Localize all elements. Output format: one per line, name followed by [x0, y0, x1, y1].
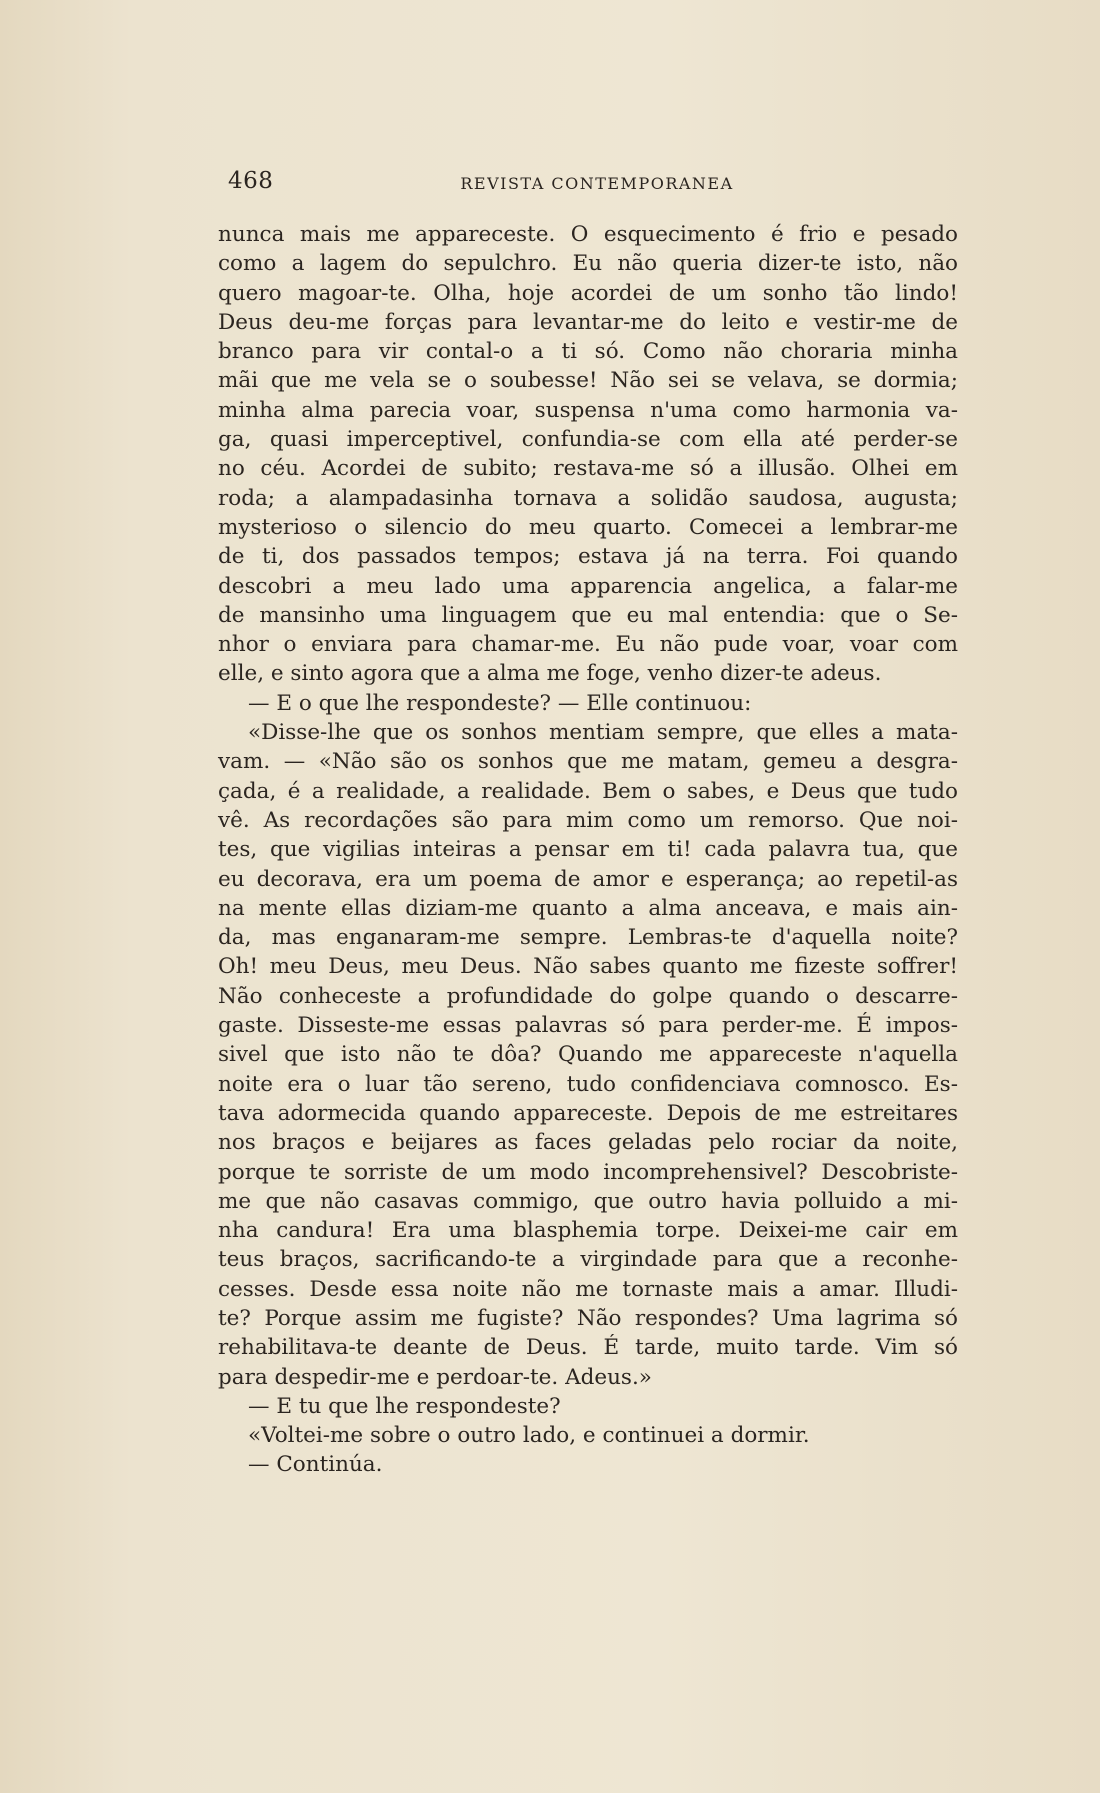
- running-title: REVISTA CONTEMPORANEA: [460, 174, 734, 193]
- text-line: eu decorava, era um poema de amor e esperança; ao repetil-as: [218, 866, 958, 892]
- text-line: Não conheceste a profundidade do golpe quando o descarre-: [218, 983, 958, 1009]
- text-line: «Voltei-me sobre o outro lado, e continuei a dormir.: [248, 1423, 810, 1449]
- text-line: branco para vir contal-o a ti só. Como não choraria minha: [218, 339, 958, 365]
- text-line: quero magoar-te. Olha, hoje acordei de um sonho tão lindo!: [218, 280, 958, 306]
- text-line: teus braços, sacrificando-te a virgindade para que a reconhe-: [218, 1247, 958, 1273]
- text-line: de ti, dos passados tempos; estava já na terra. Foi quando: [218, 544, 958, 570]
- text-line: nhor o enviara para chamar-me. Eu não pude voar, voar com: [218, 632, 958, 658]
- text-line: no céu. Acordei de subito; restava-me só a illusão. Olhei em: [218, 456, 958, 482]
- text-line: na mente ellas diziam-me quanto a alma anceava, e mais ain-: [218, 895, 958, 921]
- text-line: tava adormecida quando appareceste. Depois de me estreitares: [218, 1100, 958, 1126]
- text-line: nos braços e beijares as faces geladas pelo rociar da noite,: [218, 1130, 958, 1156]
- text-line: roda; a alampadasinha tornava a solidão saudosa, augusta;: [218, 485, 958, 511]
- text-line: vê. As recordações são para mim como um remorso. Que noi-: [218, 807, 958, 833]
- text-line: elle, e sinto agora que a alma me foge, venho dizer-te adeus.: [218, 661, 882, 687]
- text-line: Deus deu-me forças para levantar-me do leito e vestir-me de: [218, 309, 958, 335]
- text-line: da, mas enganaram-me sempre. Lembras-te d'aquella noite?: [218, 925, 958, 951]
- text-line: Oh! meu Deus, meu Deus. Não sabes quanto me fizeste soffrer!: [218, 954, 958, 980]
- text-line: como a lagem do sepulchro. Eu não queria dizer-te isto, não: [218, 251, 958, 277]
- text-line: rehabilitava-te deante de Deus. É tarde, muito tarde. Vim só: [218, 1335, 958, 1361]
- text-line: porque te sorriste de um modo incomprehensivel? Descobriste-: [218, 1159, 958, 1185]
- text-line: mãi que me vela se o soubesse! Não sei se velava, se dormia;: [218, 368, 958, 394]
- text-line: çada, é a realidade, a realidade. Bem o sabes, e Deus que tudo: [218, 778, 958, 804]
- text-line: minha alma parecia voar, suspensa n'uma como harmonia va-: [218, 397, 958, 423]
- page-number: 468: [228, 168, 274, 194]
- body-text: [218, 220, 958, 1480]
- text-line: nunca mais me appareceste. O esquecimento é frio e pesado: [218, 222, 958, 247]
- text-line: noite era o luar tão sereno, tudo confidenciava comnosco. Es-: [218, 1071, 958, 1097]
- text-line: — Continúa.: [248, 1452, 383, 1478]
- text-line: vam. — «Não são os sonhos que me matam, gemeu a desgra-: [218, 749, 958, 775]
- text-line: ga, quasi imperceptivel, confundia-se com ella até perder-se: [218, 427, 958, 453]
- text-line: me que não casavas commigo, que outro havia polluido a mi-: [218, 1188, 958, 1214]
- text-line: gaste. Disseste-me essas palavras só para perder-me. É impos-: [218, 1013, 958, 1039]
- text-line: nha candura! Era uma blasphemia torpe. Deixei-me cair em: [218, 1218, 958, 1244]
- text-line: tes, que vigilias inteiras a pensar em ti! cada palavra tua, que: [218, 837, 958, 863]
- text-line: de mansinho uma linguagem que eu mal entendia: que o Se-: [218, 602, 958, 628]
- text-line: para despedir-me e perdoar-te. Adeus.»: [218, 1364, 652, 1390]
- text-line: cesses. Desde essa noite não me tornaste mais a amar. Illudi-: [218, 1276, 958, 1302]
- page-header: [228, 168, 966, 202]
- text-line: — E o que lhe respondeste? — Elle continuou:: [248, 690, 752, 716]
- text-line: «Disse-lhe que os sonhos mentiam sempre, que elles a mata-: [248, 720, 958, 746]
- text-line: — E tu que lhe respondeste?: [248, 1393, 561, 1419]
- text-line: te? Porque assim me fugiste? Não respondes? Uma lagrima só: [218, 1305, 958, 1331]
- text-line: mysterioso o silencio do meu quarto. Comecei a lembrar-me: [218, 514, 958, 540]
- text-line: sivel que isto não te dôa? Quando me appareceste n'aquella: [218, 1042, 958, 1068]
- text-line: descobri a meu lado uma apparencia angelica, a falar-me: [218, 573, 958, 599]
